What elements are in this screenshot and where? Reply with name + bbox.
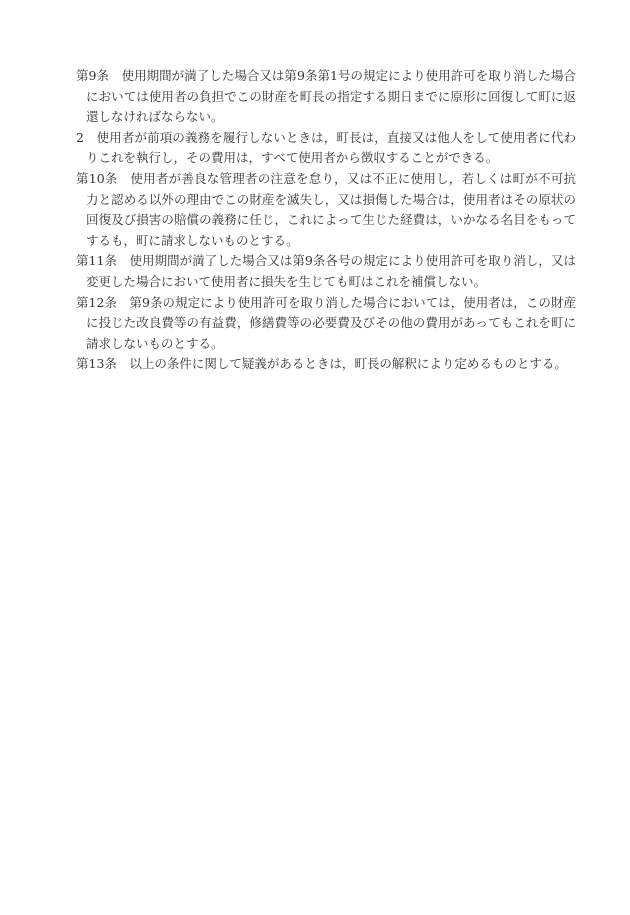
article-11-paragraph: 第11条 使用期間が満了した場合又は第9条各号の規定により使用許可を取り消し，又は変更した場合において使用者に損失を生じても町はこれを補償しない。 [76, 253, 576, 289]
document-body [76, 66, 576, 375]
article-13-paragraph: 第13条 以上の条件に関して疑義があるときは，町長の解釈により定めるものとする。 [76, 356, 567, 372]
article-9-paragraph-1: 第9条 使用期間が満了した場合又は第9条第1号の規定により使用許可を取り消した場合においては使用者の負担でこの財産を町長の指定する期日までに原形に回復して町に返還しなければならない。 [76, 68, 576, 125]
article-9-paragraph-2: 2 使用者が前項の義務を履行しないときは，町長は，直接又は他人をして使用者に代わりこれを執行し，その費用は，すべて使用者から徴収することができる。 [76, 129, 576, 166]
article-10-paragraph: 第10条 使用者が善良な管理者の注意を怠り，又は不正に使用し，若しくは町が不可抗力と認める以外の理由でこの財産を滅失し，又は損傷した場合は，使用者はその原状の回復及び損害の賠償の義務に任じ，これによって生じた経費は，いかなる名目をもってするも，町に請求しないものとする。 [76, 170, 576, 248]
article-12-paragraph: 第12条 第9条の規定により使用許可を取り消した場合においては，使用者は，この財産に投じた改良費等の有益費，修繕費等の必要費及びその他の費用があってもこれを町に請求しないものとする。 [76, 294, 576, 351]
